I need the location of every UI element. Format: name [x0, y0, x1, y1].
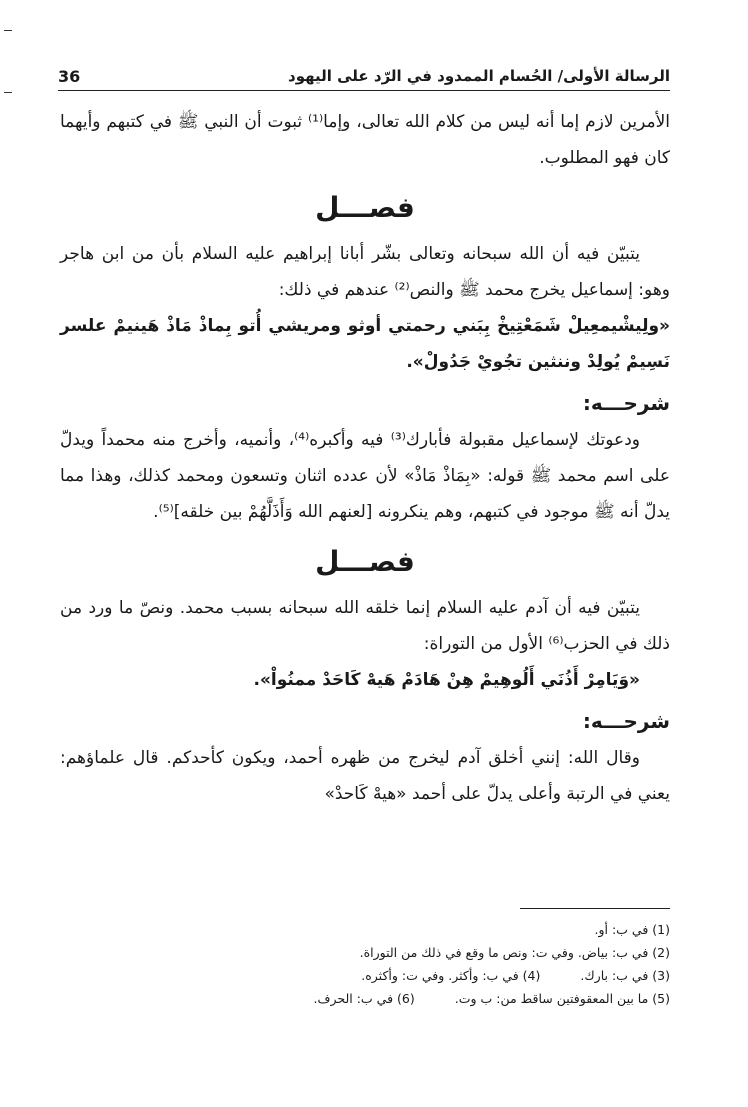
- commentary-heading: شرحـــه:: [582, 709, 670, 733]
- paragraph: يتبيّن فيه أن آدم عليه السلام إنما خلقه الله سبحانه بسبب محمد. ونصّ ما ورد من ذلك في الحزب⁽⁶⁾ الأول من التوراة:: [60, 598, 670, 654]
- footnote: (1) في ب: أو.: [594, 922, 670, 937]
- paragraph: الأمرين لازم إما أنه ليس من كلام الله تعالى، وإما⁽¹⁾ ثبوت أن النبي ﷺ في كتبهم وأيهما كان فهو المطلوب.: [60, 112, 670, 168]
- footnote: (6) في ب: الحرف.: [313, 991, 415, 1006]
- torah-quote: «ولِيشْيمعِيلْ شَمَعْتِيخْ بِبَني رحمتي أوثو ومريشي أُتو بِماذْ مَاذْ هَينيمْ علسر نَسِيمْ يُولِدْ وننثين تجُويْ جَدُولْ».: [60, 316, 670, 372]
- running-header: [58, 62, 670, 91]
- commentary-heading: شرحـــه:: [582, 391, 670, 415]
- footnote: (3) في ب: بارك.: [580, 968, 670, 983]
- page-number: 36: [58, 66, 81, 86]
- header-title: الرسالة الأولى/ الحُسام الممدود في الرّد على اليهود: [288, 67, 670, 85]
- section-heading: فصـــل: [315, 545, 415, 578]
- footnote-separator: [520, 908, 670, 909]
- footnotes: [60, 918, 670, 1010]
- paragraph: يتبيّن فيه أن الله سبحانه وتعالى بشّر أبانا إبراهيم عليه السلام بأن من ابن هاجر وهو: إسماعيل يخرج محمد ﷺ والنص⁽²⁾ عندهم في ذلك:: [60, 244, 670, 300]
- footnote: (2) في ب: بياض. وفي ت: ونص ما وقع في ذلك من التوراة.: [359, 945, 670, 960]
- paragraph: ودعوتك لإسماعيل مقبولة فأبارك⁽³⁾ فيه وأكبره⁽⁴⁾، وأنميه، وأخرج منه محمداً ويدلّ على اسم محمد ﷺ قوله: «بِمَاذْ مَاذْ» لأن عدده اثنان وتسعون ومحمد كذلك، وهذا مما يدلّ أنه ﷺ موجود في كتبهم، وهم ينكرونه [لعنهم الله وَأَذَلَّهُمْ بين خلقه]⁽⁵⁾.: [60, 430, 670, 522]
- torah-quote: «وَيَامِرْ أَذُنَي أَلُوهِيمْ هِنْ هَادَمْ هَيهْ كَاحَدْ ممنُواْ».: [253, 670, 640, 690]
- main-text: [60, 104, 670, 812]
- paragraph: وقال الله: إنني أخلق آدم ليخرج من ظهره أحمد، ويكون كأحدكم. قال علماؤهم: يعني في الرتبة وأعلى يدلّ على أحمد «هيهْ كَاحدْ»: [60, 748, 670, 804]
- footnote: (5) ما بين المعقوفتين ساقط من: ب وت.: [454, 991, 670, 1006]
- margin-tick-mark: [4, 92, 12, 93]
- footnote-row: [60, 987, 670, 1010]
- footnote: (4) في ب: وأكثر. وفي ت: وأكثره.: [361, 968, 541, 983]
- margin-tick-mark: [4, 30, 12, 31]
- section-heading: فصـــل: [315, 191, 415, 224]
- footnote-row: [60, 964, 670, 987]
